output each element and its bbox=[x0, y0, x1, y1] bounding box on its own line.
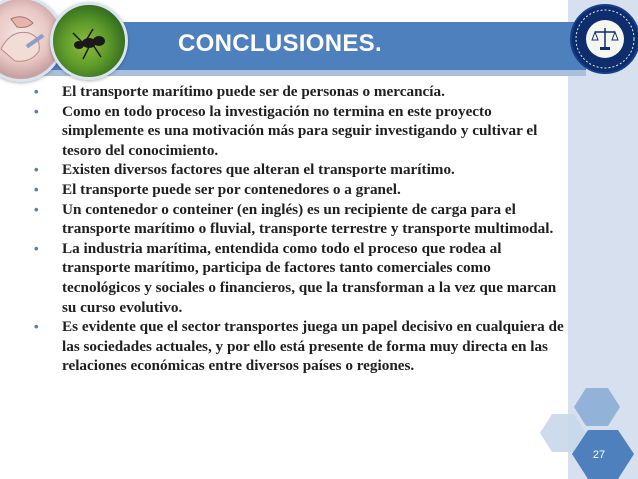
list-item-text: Existen diversos factores que alteran el transporte marítimo. bbox=[62, 161, 455, 179]
list-item-text: El transporte puede ser por contenedores o a granel. bbox=[62, 180, 401, 198]
bullet-icon: • bbox=[34, 103, 39, 119]
list-item bbox=[30, 82, 565, 102]
hexagon-decoration bbox=[534, 386, 638, 479]
ant-on-leaf-photo bbox=[50, 2, 128, 80]
list-item bbox=[30, 102, 565, 161]
bullet-icon: • bbox=[34, 319, 39, 335]
list-item bbox=[30, 239, 565, 317]
list-item bbox=[30, 180, 565, 200]
university-emblem-logo bbox=[570, 4, 638, 74]
hexagon-shape bbox=[574, 388, 620, 426]
list-item bbox=[30, 317, 565, 376]
list-item bbox=[30, 200, 565, 239]
bullet-icon: • bbox=[34, 84, 39, 99]
bullet-icon: • bbox=[34, 240, 39, 256]
bullet-icon: • bbox=[34, 201, 39, 217]
list-item-text: Como en todo proceso la investigación no termina en este proyecto simplemente es una motivación más para seguir investigando y cultivar el tesoro del conocimiento. bbox=[62, 102, 538, 159]
page-number: 27 bbox=[592, 449, 606, 461]
list-item bbox=[30, 160, 565, 180]
bullet-icon: • bbox=[34, 181, 39, 197]
slide-title: CONCLUSIONES. bbox=[178, 30, 382, 57]
bullet-icon: • bbox=[34, 162, 39, 178]
list-item-text: Es evidente que el sector transportes juega un papel decisivo en cualquiera de las sociedades actuales, y por ello está presente de forma muy directa en las relaciones económicas entre diversos países o regiones. bbox=[62, 318, 564, 375]
list-item-text: Un contenedor o conteiner (en inglés) es un recipiente de carga para el transporte marítimo o fluvial, transporte terrestre y transporte multimodal. bbox=[62, 200, 554, 238]
conclusions-list bbox=[30, 82, 565, 376]
list-item-text: El transporte marítimo puede ser de personas o mercancía. bbox=[62, 83, 445, 100]
list-item-text: La industria marítima, entendida como todo el proceso que rodea al transporte marítimo, participa de factores tanto comerciales como tecnológicos y sociales o financieros, que la transforman a la vez que marcan su curso evolutivo. bbox=[62, 239, 557, 316]
